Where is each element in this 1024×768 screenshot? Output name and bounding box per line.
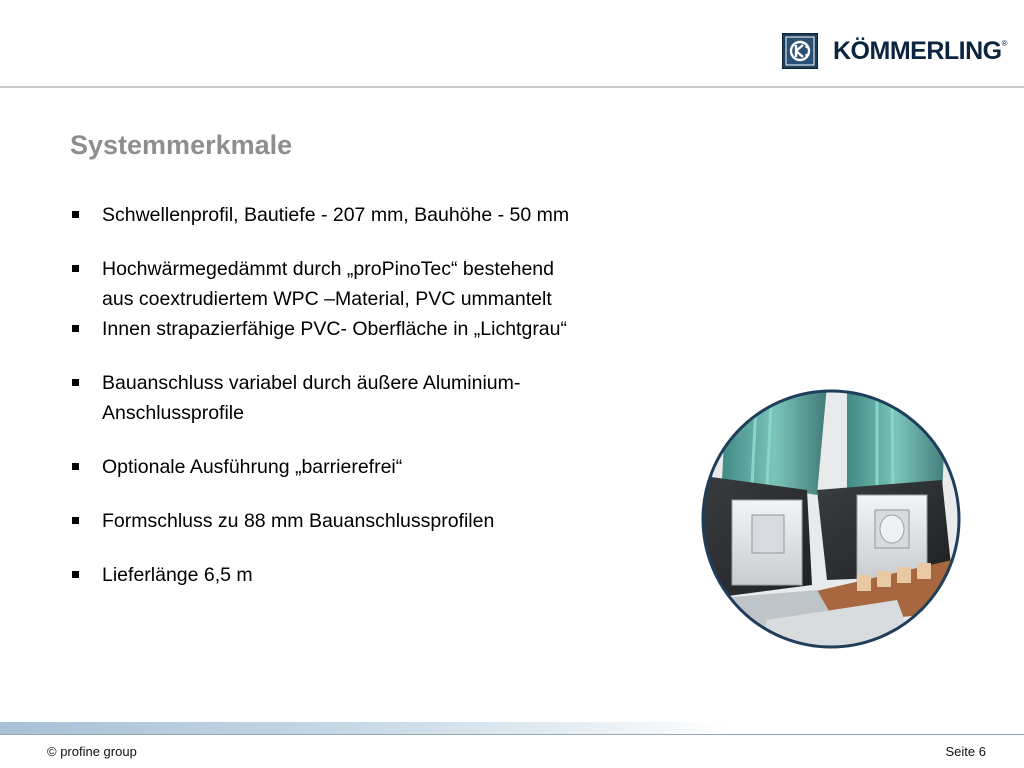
bullet-square-icon	[72, 571, 79, 578]
feature-list	[70, 200, 690, 590]
feature-text: Lieferlänge 6,5 m	[102, 564, 253, 586]
feature-text-continued: aus coextrudiertem WPC –Material, PVC ummantelt	[102, 288, 552, 310]
kommerling-logo-icon	[782, 33, 818, 69]
feature-text-continued: Anschlussprofile	[102, 402, 244, 424]
window-profile-cross-section-image	[697, 385, 965, 653]
feature-text: Optionale Ausführung „barrierefrei“	[102, 456, 403, 478]
registered-mark: ®	[1001, 38, 1008, 48]
footer-copyright: © profine group	[47, 744, 137, 759]
page-number: Seite 6	[945, 744, 986, 759]
bullet-square-icon	[72, 379, 79, 386]
bullet-square-icon	[72, 211, 79, 218]
bullet-square-icon	[72, 265, 79, 272]
brand-logo	[782, 32, 1007, 70]
brand-name-text: KÖMMERLING	[833, 36, 1002, 65]
feature-item	[70, 452, 690, 482]
feature-item	[70, 314, 690, 344]
footer-gradient-bar	[0, 722, 730, 734]
slide-title: Systemmerkmale	[70, 130, 293, 160]
feature-item	[70, 560, 690, 590]
header-divider	[0, 86, 1024, 88]
feature-text: Formschluss zu 88 mm Bauanschlussprofilen	[102, 510, 495, 532]
feature-item	[70, 254, 690, 314]
feature-text: Innen strapazierfähige PVC- Oberfläche in „Lichtgrau“	[102, 318, 567, 340]
feature-item	[70, 368, 690, 428]
bullet-square-icon	[72, 463, 79, 470]
feature-item	[70, 200, 690, 230]
figure-contents	[697, 385, 965, 653]
bullet-square-icon	[72, 517, 79, 524]
feature-text: Bauanschluss variabel durch äußere Aluminium-	[102, 372, 521, 394]
feature-text: Schwellenprofil, Bautiefe - 207 mm, Bauhöhe - 50 mm	[102, 204, 570, 226]
feature-text: Hochwärmegedämmt durch „proPinoTec“ bestehend	[102, 258, 554, 280]
footer-divider	[0, 734, 1024, 735]
logo-mark-graphic	[783, 34, 817, 68]
bullet-square-icon	[72, 325, 79, 332]
brand-name	[833, 37, 1007, 66]
feature-item	[70, 506, 690, 536]
